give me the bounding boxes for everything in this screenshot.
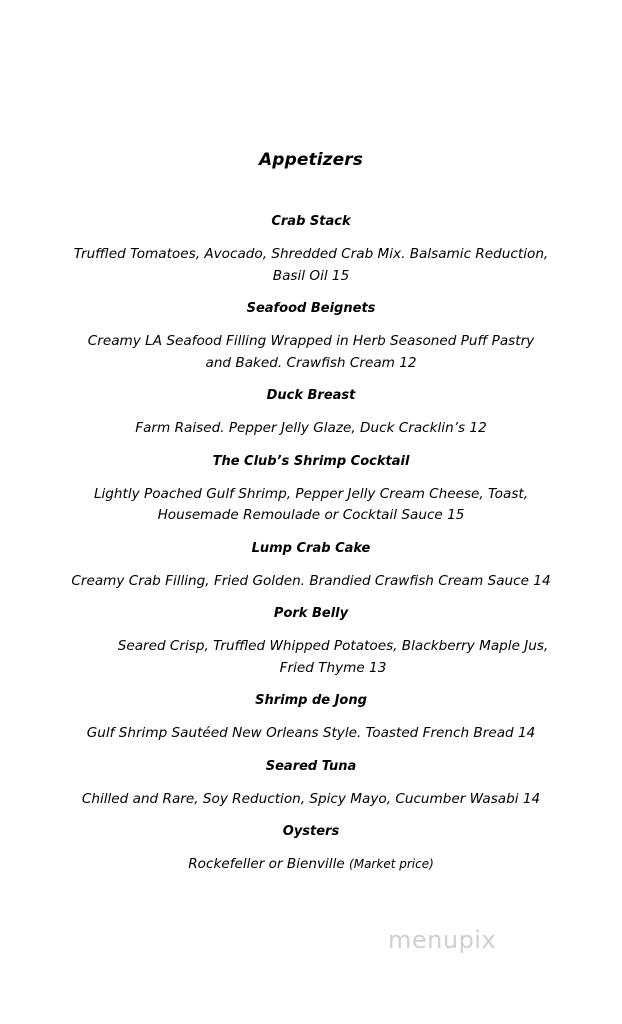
item-name: Pork Belly bbox=[273, 606, 349, 621]
menu-item bbox=[0, 604, 622, 679]
item-name: Lump Crab Cake bbox=[251, 540, 371, 556]
menupix-watermark: menupix bbox=[388, 926, 497, 954]
menu-item bbox=[0, 299, 622, 374]
item-name: Seared Tuna bbox=[265, 758, 357, 774]
item-name: Duck Breast bbox=[266, 388, 356, 403]
item-description: Gulf Shrimp Sautéed New Orleans Style. Toasted French Bread 14 bbox=[86, 725, 536, 741]
menu-item bbox=[0, 757, 622, 811]
item-description: Farm Raised. Pepper Jelly Glaze, Duck Cracklin’s 12 bbox=[135, 420, 487, 436]
item-description: Seared Crisp, Truffled Whipped Potatoes, Blackberry Maple Jus, Fried Thyme 13 bbox=[117, 638, 549, 676]
item-name: Shrimp de Jong bbox=[255, 693, 367, 708]
item-description: Truffled Tomatoes, Avocado, Shredded Crab Mix. Balsamic Reduction, Basil Oil 15 bbox=[73, 246, 549, 284]
item-description-text: Rockefeller or Bienville bbox=[188, 856, 345, 872]
item-description: Lightly Poached Gulf Shrimp, Pepper Jelly Cream Cheese, Toast, Housemade Remoulade or Cocktail Sauce 15 bbox=[93, 485, 529, 523]
item-name: Crab Stack bbox=[271, 214, 351, 229]
item-description: Creamy LA Seafood Filling Wrapped in Herb Seasoned Puff Pastry and Baked. Crawfish Cream 12 bbox=[87, 333, 535, 371]
menu-item bbox=[0, 691, 622, 745]
menu-item bbox=[0, 539, 622, 593]
menu-list bbox=[0, 212, 622, 888]
item-name: Seafood Beignets bbox=[246, 301, 376, 316]
menu-item bbox=[0, 452, 622, 527]
item-description bbox=[66, 854, 556, 876]
item-name: Oysters bbox=[282, 824, 340, 839]
item-name: The Club’s Shrimp Cocktail bbox=[212, 453, 410, 469]
menu-item bbox=[0, 212, 622, 287]
item-description: Chilled and Rare, Soy Reduction, Spicy Mayo, Cucumber Wasabi 14 bbox=[81, 790, 541, 807]
menu-item bbox=[0, 386, 622, 440]
menu-item bbox=[0, 822, 622, 876]
item-description: Creamy Crab Filling, Fried Golden. Brandied Crawfish Cream Sauce 14 bbox=[71, 572, 551, 589]
market-price-note: (Market price) bbox=[349, 857, 434, 871]
page-title: Appetizers bbox=[259, 150, 363, 170]
